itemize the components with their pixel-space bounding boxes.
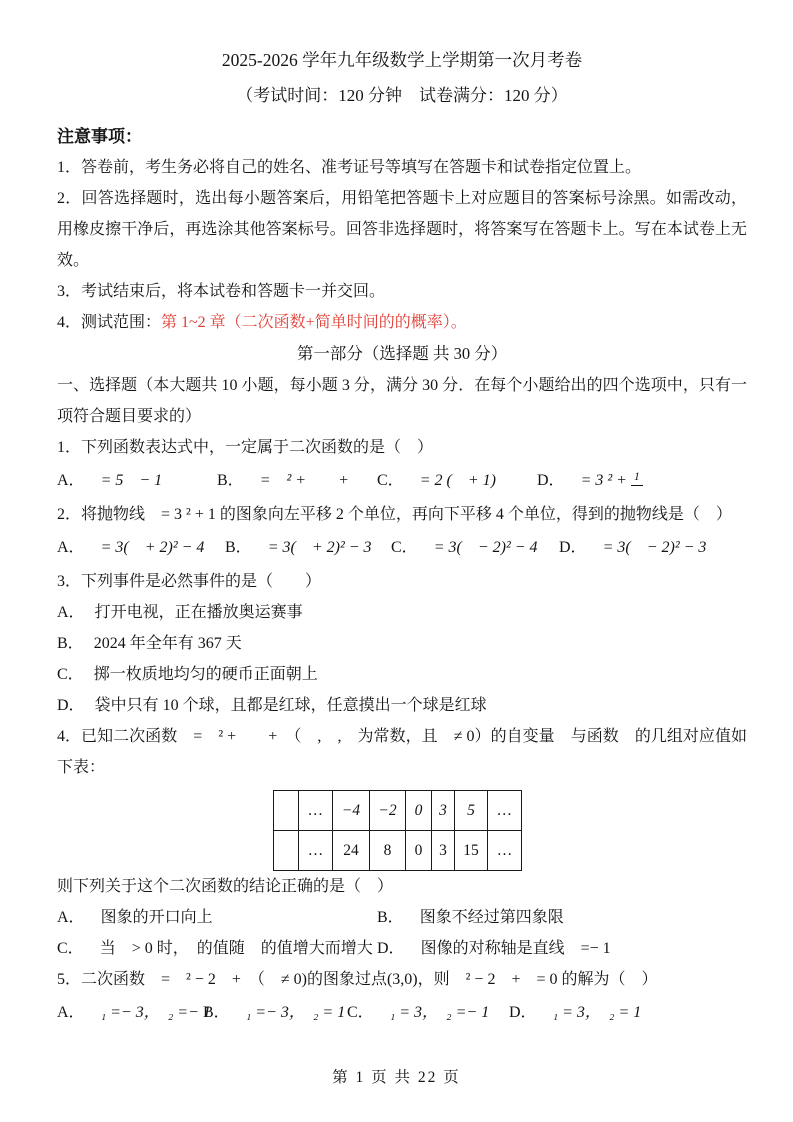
q1-option-d-fraction <box>631 472 643 494</box>
q5-option-b-formula: ₁ =− 3， ₂ = 1 <box>245 1004 346 1021</box>
q2-option-b <box>225 530 391 566</box>
table-cell: … <box>299 791 333 831</box>
q3-option-c <box>57 659 747 690</box>
notice-item-1: 1．答卷前，考生务必将自己的姓名、准考证号等填写在答题卡和试卷指定位置上。 <box>57 159 642 176</box>
table-cell <box>274 791 299 831</box>
q2-option-d-label: D． <box>559 539 587 556</box>
q1-option-c-formula: = 2 ( + 1) <box>419 472 496 489</box>
q2-option-b-label: B． <box>225 539 252 556</box>
q2-option-b-formula: = 3( + 2)² − 3 <box>267 539 372 556</box>
q2-option-a-formula: = 3( + 2)² − 4 <box>100 539 205 556</box>
q4-options-row-1 <box>57 902 747 933</box>
q4-option-b <box>377 902 564 933</box>
notice-item-4-prefix: 4．测试范围： <box>57 314 162 331</box>
q1-option-a-label: A． <box>57 472 85 489</box>
q5-option-a-label: A． <box>57 1004 85 1021</box>
q4-option-b-text: 图象不经过第四象限 <box>419 909 564 926</box>
q1-option-b <box>217 463 377 499</box>
q4-table-x-row <box>274 791 522 831</box>
notice-item-2: 2．回答选择题时，选出每小题答案后，用铅笔把答题卡上对应题目的答案标号涂黑。如需改动，用橡皮擦干净后，再选涂其他答案标号。回答非选择题时，将答案写在答题卡上。写在本试卷上无效。 <box>57 190 747 269</box>
q1-option-d <box>537 463 643 499</box>
exam-title: 2025-2026 学年九年级数学上学期第一次月考卷 <box>221 50 583 70</box>
q3-option-a-text: 打开电视，正在播放奥运赛事 <box>94 604 303 621</box>
table-cell: −2 <box>370 791 406 831</box>
q1-option-a <box>57 463 217 499</box>
q4-option-d <box>377 933 611 964</box>
q4-options-row-2 <box>57 933 747 964</box>
question-5-options <box>57 995 747 1031</box>
question-1-text: 1．下列函数表达式中，一定属于二次函数的是（ ） <box>57 439 434 456</box>
q4-table-y-row <box>274 831 522 871</box>
q2-option-a-label: A． <box>57 539 85 556</box>
q3-option-d-text: 袋中只有 10 个球，且都是红球，任意摸出一个球是红球 <box>94 697 487 714</box>
question-1-options <box>57 463 747 499</box>
q4-option-a-text: 图象的开口向上 <box>100 909 213 926</box>
q3-option-a <box>57 597 747 628</box>
table-cell: 5 <box>455 791 488 831</box>
q3-option-b-text: 2024 年全年有 367 天 <box>93 635 242 652</box>
q2-option-c <box>391 530 559 566</box>
q3-option-d-label: D． <box>57 697 85 714</box>
q1-option-c-label: C． <box>377 472 404 489</box>
q4-value-table <box>273 790 522 871</box>
table-cell: 24 <box>333 831 370 871</box>
q2-option-c-label: C． <box>391 539 418 556</box>
notice-item-4-scope: 第 1~2 章（二次函数+简单时间的的概率）。 <box>161 314 467 331</box>
page-footer: 第 1 页 共 22 页 <box>332 1069 461 1086</box>
q4-option-b-label: B． <box>377 909 404 926</box>
q4-option-c-label: C． <box>57 940 84 957</box>
table-cell: … <box>488 831 522 871</box>
q2-option-a <box>57 530 225 566</box>
q3-option-d <box>57 690 747 721</box>
q1-option-c <box>377 463 537 499</box>
q4-option-c-text: 当 > 0 时， 的值随 的值增大而增大 <box>99 940 373 957</box>
q5-option-c-label: C． <box>347 1004 374 1021</box>
q5-option-a <box>57 995 211 1031</box>
exam-subtitle: （考试时间：120 分钟 试卷满分：120 分） <box>236 86 568 105</box>
question-3-text: 3．下列事件是必然事件的是（ ） <box>57 573 322 590</box>
q4-conclusion-text: 则下列关于这个二次函数的结论正确的是（ ） <box>57 878 394 895</box>
q4-option-a <box>57 902 377 933</box>
q5-option-d <box>509 995 641 1031</box>
q3-option-c-label: C． <box>57 666 84 683</box>
q5-option-d-label: D． <box>509 1004 537 1021</box>
table-cell: 0 <box>406 831 432 871</box>
part1-intro: 一、选择题（本大题共 10 小题，每小题 3 分，满分 30 分．在每个小题给出的四个选项中，只有一项符合题目要求的） <box>57 377 747 425</box>
table-cell: 3 <box>432 831 455 871</box>
table-cell: 15 <box>455 831 488 871</box>
q1-option-d-label: D． <box>537 472 565 489</box>
table-cell: … <box>488 791 522 831</box>
question-4-text: 4．已知二次函数 = ² + + （ , , 为常数，且 ≠ 0）的自变量 与函数 的几组对应值如下表： <box>57 728 747 776</box>
q1-option-b-label: B． <box>217 472 244 489</box>
q1-option-d-fraction-denominator <box>631 486 643 494</box>
notice-item-4 <box>57 307 747 338</box>
q1-option-d-fraction-numerator: 1 <box>631 472 643 486</box>
q3-option-b-label: B． <box>57 635 84 652</box>
notice-heading: 注意事项： <box>57 127 142 146</box>
question-2-options <box>57 530 747 566</box>
q5-option-b <box>203 995 347 1031</box>
table-cell <box>274 831 299 871</box>
q1-option-b-formula: = ² + + <box>259 472 349 489</box>
q4-option-d-text: 图像的对称轴是直线 =− 1 <box>420 940 611 957</box>
q5-option-d-formula: ₁ = 3， ₂ = 1 <box>552 1004 642 1021</box>
q5-option-c-formula: ₁ = 3， ₂ =− 1 <box>389 1004 490 1021</box>
table-cell: … <box>299 831 333 871</box>
table-cell: 0 <box>406 791 432 831</box>
q1-option-a-formula: = 5 − 1 <box>100 472 163 489</box>
notice-item-3: 3．考试结束后，将本试卷和答题卡一并交回。 <box>57 283 386 300</box>
table-cell: 8 <box>370 831 406 871</box>
q2-option-d <box>559 530 706 566</box>
table-cell: −4 <box>333 791 370 831</box>
q5-option-c <box>347 995 509 1031</box>
q3-option-b <box>57 628 747 659</box>
q3-option-c-text: 掷一枚质地均匀的硬币正面朝上 <box>93 666 318 683</box>
q5-option-b-label: B． <box>203 1004 230 1021</box>
q2-option-c-formula: = 3( − 2)² − 4 <box>433 539 538 556</box>
question-5-text: 5．二次函数 = ² − 2 + （ ≠ 0)的图象过点(3,0)，则 ² − 2 + = 0 的解为（ ） <box>57 971 658 988</box>
q4-option-c <box>57 933 377 964</box>
q4-option-d-label: D． <box>377 940 405 957</box>
question-2-text: 2．将抛物线 = 3 ² + 1 的图象向左平移 2 个单位，再向下平移 4 个单位，得到的抛物线是（ ） <box>57 506 732 523</box>
q3-option-a-label: A． <box>57 604 85 621</box>
part1-heading: 第一部分（选择题 共 30 分） <box>296 344 508 363</box>
table-cell: 3 <box>432 791 455 831</box>
q1-option-d-formula: = 3 ² + <box>580 472 627 489</box>
q2-option-d-formula: = 3( − 2)² − 3 <box>602 539 707 556</box>
q5-option-a-formula: ₁ =− 3， ₂ =− 1 <box>100 1004 211 1021</box>
q4-option-a-label: A． <box>57 909 85 926</box>
